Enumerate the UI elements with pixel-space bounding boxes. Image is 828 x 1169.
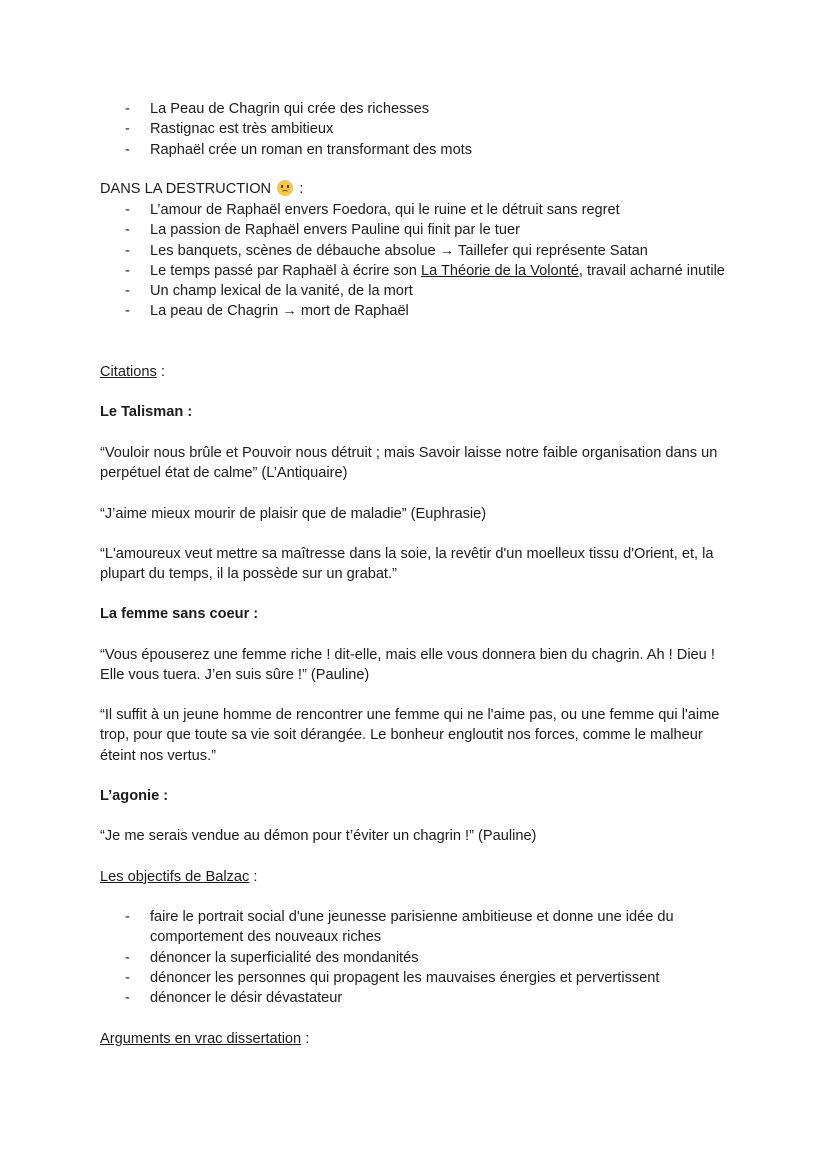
- quote: “Il suffit à un jeune homme de rencontrer une femme qui ne l'aime pas, ou une femme qui l'aime trop, pour que toute sa vie soit dérangée. Le bonheur engloutit nos forces, comme le malheur éteint nos vertus.”: [100, 707, 720, 764]
- quote: “J’aime mieux mourir de plaisir que de maladie” (Euphrasie): [100, 506, 487, 522]
- objectifs-label: Les objectifs de Balzac: [100, 869, 250, 885]
- quote: “Je me serais vendue au démon pour t’éviter un chagrin !” (Pauline): [100, 828, 537, 844]
- sad-face-icon: [277, 180, 293, 196]
- objectifs-heading: Les objectifs de Balzac :: [100, 869, 258, 885]
- list-objectifs: [100, 907, 740, 1008]
- list-richesses: [100, 99, 740, 160]
- list-item: - Le temps passé par Raphaël à écrire son La Théorie de la Volonté, travail acharné inutile: [100, 261, 740, 281]
- list-item: - Raphaël crée un roman en transformant des mots: [100, 140, 740, 160]
- destruction-heading-text: DANS LA DESTRUCTION: [100, 181, 272, 197]
- list-item: - dénoncer les personnes qui propagent les mauvaises énergies et pervertissent: [100, 968, 740, 988]
- citations-label: Citations: [100, 364, 157, 380]
- list-item: - Les banquets, scènes de débauche absolue → Taillefer qui représente Satan: [100, 241, 740, 261]
- list-item: - La Peau de Chagrin qui crée des richesses: [100, 99, 740, 119]
- citations-heading: Citations :: [100, 364, 165, 380]
- destruction-heading: DANS LA DESTRUCTION :: [100, 181, 304, 197]
- theorie-volonte-link[interactable]: La Théorie de la Volonté: [420, 262, 579, 279]
- femme-title: La femme sans coeur :: [100, 606, 259, 622]
- arguments-heading: Arguments en vrac dissertation :: [100, 1031, 310, 1047]
- list-destruction: [100, 200, 740, 322]
- list-item: - Rastignac est très ambitieux: [100, 119, 740, 139]
- quote: “Vouloir nous brûle et Pouvoir nous détruit ; mais Savoir laisse notre faible organisation dans un perpétuel état de calme” (L’Antiquaire): [100, 445, 718, 482]
- list-item: - La peau de Chagrin → mort de Raphaël: [100, 301, 740, 321]
- list-item: - dénoncer le désir dévastateur: [100, 988, 740, 1008]
- list-item: - dénoncer la superficialité des mondanités: [100, 948, 740, 968]
- agonie-title: L’agonie :: [100, 788, 169, 804]
- talisman-title: Le Talisman :: [100, 404, 193, 420]
- list-item: - faire le portrait social d'une jeunesse parisienne ambitieuse et donne une idée du comportement des nouveaux riches: [100, 907, 740, 948]
- list-item: - L’amour de Raphaël envers Foedora, qui le ruine et le détruit sans regret: [100, 200, 740, 220]
- quote: “L'amoureux veut mettre sa maîtresse dans la soie, la revêtir d'un moelleux tissu d'Orient, et, la plupart du temps, il la possède sur un grabat.”: [100, 546, 714, 583]
- arguments-label: Arguments en vrac dissertation: [100, 1031, 302, 1047]
- list-item: - Un champ lexical de la vanité, de la mort: [100, 281, 740, 301]
- list-item: - La passion de Raphaël envers Pauline qui finit par le tuer: [100, 220, 740, 240]
- quote: “Vous épouserez une femme riche ! dit-elle, mais elle vous donnera bien du chagrin. Ah ! Dieu ! Elle vous tuera. J’en suis sûre !” (Pauline): [100, 647, 715, 684]
